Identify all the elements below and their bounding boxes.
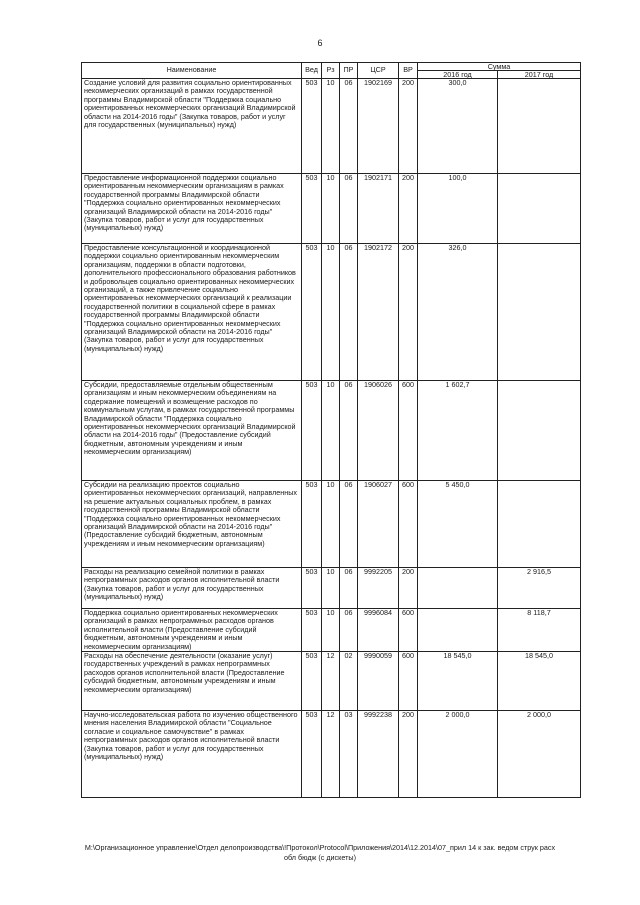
table-row [82,381,581,481]
row-csr: 9992238 [358,711,399,798]
header-csr: ЦСР [358,63,399,79]
row-pr: 06 [340,609,358,652]
row-pr: 06 [340,481,358,568]
row-rz: 12 [322,652,340,711]
row-amount-2016: 326,0 [418,244,498,381]
row-rz: 10 [322,481,340,568]
header-name: Наименование [82,63,302,79]
row-pr: 06 [340,79,358,174]
table-row [82,711,581,798]
row-amount-2017 [498,481,581,568]
row-name: Расходы на обеспечение деятельности (оказание услуг) государственных учреждений в рамках непрограммных расходов органов исполнительной власти (Предоставление субсидий бюджетным, автономным учреждениям и иным некоммерческим организациям) [82,652,302,711]
header-year-2016: 2016 год [418,71,498,79]
row-vr: 600 [399,609,418,652]
table-row [82,79,581,174]
row-csr: 1902172 [358,244,399,381]
budget-table [81,62,581,798]
row-amount-2016: 2 000,0 [418,711,498,798]
row-csr: 1906026 [358,381,399,481]
file-path-footer [40,843,600,862]
row-name: Научно-исследовательская работа по изучению общественного мнения населения Владимирской области "Социальное согласие и социальное самочувствие" в рамках непрограммных расходов органов исполнительной власти (Закупка товаров, работ и услуг для государственных (муниципальных) нужд) [82,711,302,798]
row-amount-2017 [498,244,581,381]
row-amount-2017 [498,174,581,244]
row-csr: 9992205 [358,568,399,609]
row-amount-2017 [498,79,581,174]
row-amount-2017: 2 000,0 [498,711,581,798]
row-pr: 03 [340,711,358,798]
row-rz: 10 [322,244,340,381]
row-pr: 06 [340,568,358,609]
footer-path-line1: М:\Организационное управление\Отдел делопроизводства\!Протокол\Protocol\Приложения\2014\12.2014\07_прил 14 к зак. ведом струк расх [84,843,556,852]
row-ved: 503 [302,652,322,711]
row-ved: 503 [302,244,322,381]
row-pr: 02 [340,652,358,711]
header-rz: Рз [322,63,340,79]
row-ved: 503 [302,609,322,652]
row-amount-2016: 300,0 [418,79,498,174]
row-name: Субсидии, предоставляемые отдельным общественным организациям и иным некоммерческим объединениям на содержание помещений и возмещение расходов по коммунальным услугам, в рамках государственной программы Владимирской области "Поддержка социально ориентированных некоммерческих организаций Владимирской области на 2014-2016 годы" (Предоставление субсидий бюджетным, автономным учреждениям и иным некоммерческим организациям) [82,381,302,481]
header-ved: Вед [302,63,322,79]
row-rz: 10 [322,609,340,652]
header-year-2017: 2017 год [498,71,581,79]
row-csr: 9990059 [358,652,399,711]
row-vr: 200 [399,174,418,244]
row-ved: 503 [302,711,322,798]
row-amount-2017 [498,381,581,481]
row-rz: 10 [322,174,340,244]
row-vr: 600 [399,652,418,711]
row-amount-2017: 18 545,0 [498,652,581,711]
row-csr: 9996084 [358,609,399,652]
row-rz: 10 [322,79,340,174]
table-row [82,568,581,609]
row-amount-2017: 2 916,5 [498,568,581,609]
header-pr: ПР [340,63,358,79]
table-row [82,481,581,568]
row-vr: 200 [399,79,418,174]
row-ved: 503 [302,568,322,609]
row-rz: 10 [322,381,340,481]
row-name: Расходы на реализацию семейной политики в рамках непрограммных расходов органов исполнительной власти (Закупка товаров, работ и услуг для государственных (муниципальных) нужд) [82,568,302,609]
row-pr: 06 [340,381,358,481]
row-amount-2017: 8 118,7 [498,609,581,652]
row-ved: 503 [302,381,322,481]
row-vr: 200 [399,568,418,609]
table-header [82,63,581,79]
table-row [82,609,581,652]
row-ved: 503 [302,481,322,568]
table-row [82,174,581,244]
row-csr: 1902171 [358,174,399,244]
header-sum: Сумма [418,63,581,71]
table-row [82,652,581,711]
row-amount-2016: 5 450,0 [418,481,498,568]
row-name: Субсидии на реализацию проектов социально ориентированных некоммерческих организаций, направленных на решение актуальных социальных проблем, в рамках государственной программы Владимирской области "Поддержка социально ориентированных некоммерческих организаций Владимирской области на 2014-2016 годы" (Предоставление субсидий бюджетным, автономным учреждениям и иным некоммерческим организациям) [82,481,302,568]
header-vr: ВР [399,63,418,79]
row-amount-2016 [418,568,498,609]
table-row [82,244,581,381]
row-pr: 06 [340,174,358,244]
row-ved: 503 [302,174,322,244]
row-vr: 200 [399,711,418,798]
row-csr: 1906027 [358,481,399,568]
row-name: Поддержка социально ориентированных некоммерческих организаций в рамках непрограммных расходов органов исполнительной власти (Предоставление субсидий бюджетным, автономным учреждениям и иным некоммерческим организациям) [82,609,302,652]
row-amount-2016: 1 602,7 [418,381,498,481]
row-rz: 10 [322,568,340,609]
table-body [82,79,581,798]
row-rz: 12 [322,711,340,798]
row-amount-2016 [418,609,498,652]
row-name: Предоставление консультационной и координационной поддержки социально ориентированным некоммерческим организациям, поддержки в области подготовки, дополнительного профессионального образования работников и добровольцев социально ориентированных некоммерческих организаций, а также привлечение социально ориентированных некоммерческих организаций к реализации государственной политики в социальной сфере в рамках государственной программы Владимирской области "Поддержка социально ориентированных некоммерческих организаций Владимирской области на 2014-2016 годы" (Закупка товаров, работ и услуг для государственных (муниципальных) нужд) [82,244,302,381]
row-vr: 200 [399,244,418,381]
row-vr: 600 [399,381,418,481]
row-pr: 06 [340,244,358,381]
page-number: 6 [317,38,323,48]
footer-path-line2: обл бюдж (с дискеты) [284,852,356,862]
row-amount-2016: 18 545,0 [418,652,498,711]
row-name: Создание условий для развития социально ориентированных некоммерческих организаций в рамках государственной программы Владимирской области "Поддержка социально ориентированных некоммерческих организаций Владимирской области на 2014-2016 годы" (Закупка товаров, работ и услуг для государственных (муниципальных) нужд) [82,79,302,174]
row-vr: 600 [399,481,418,568]
row-amount-2016: 100,0 [418,174,498,244]
row-ved: 503 [302,79,322,174]
row-csr: 1902169 [358,79,399,174]
row-name: Предоставление информационной поддержки социально ориентированным некоммерческим организациям в рамках государственной программы Владимирской области "Поддержка социально ориентированных некоммерческих организаций Владимирской области на 2014-2016 годы" (Закупка товаров, работ и услуг для государственных (муниципальных) нужд) [82,174,302,244]
